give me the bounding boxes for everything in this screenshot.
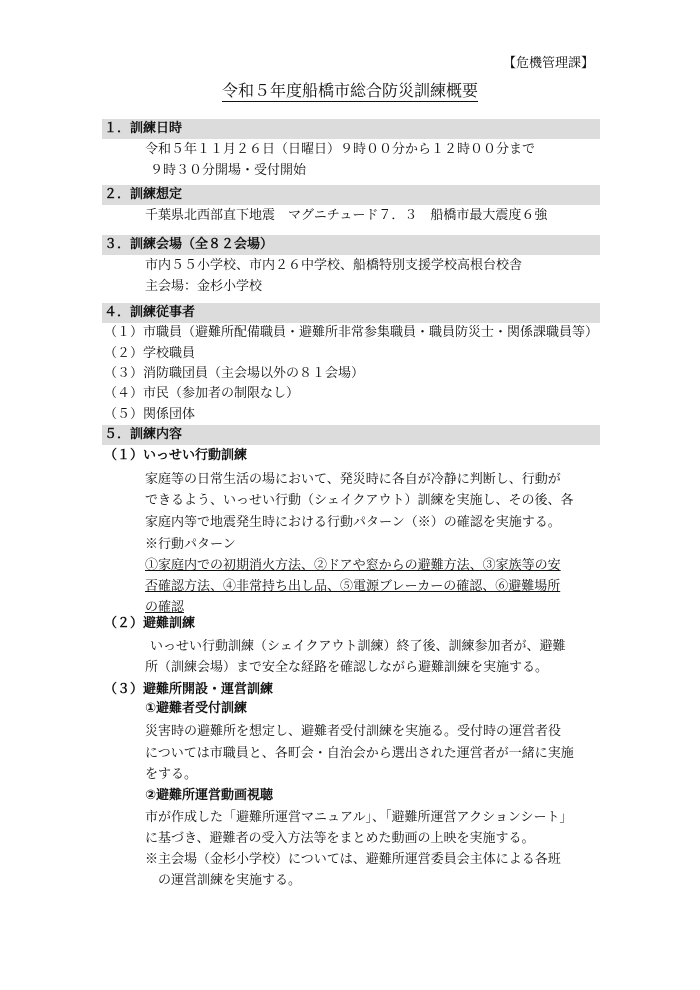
note-line: の運営訓練を実施する。 — [158, 873, 302, 888]
section-3-line: 市内５５小学校、市内２６中学校、船橋特別支援学校高根台校舎 — [145, 258, 523, 273]
section-2-heading: ２．訓練想定 — [102, 185, 600, 205]
section-1-line: ９時３０分開場・受付開始 — [150, 163, 307, 178]
pattern-line: ①家庭内での初期消火方法、②ドアや窓からの避難方法、③家族等の安 — [145, 558, 561, 573]
page-title — [0, 78, 700, 101]
section-3-line: 主会場：金杉小学校 — [145, 279, 263, 294]
personnel-item: （４）市民（参加者の制限なし） — [104, 386, 300, 401]
page-title-text: 令和５年度船橋市総合防災訓練概要 — [221, 81, 478, 100]
subsection-3b-line: に基づき、避難者の受入方法等をまとめた動画の上映を実施する。 — [145, 831, 535, 846]
subsection-2-line: いっせい行動訓練（シェイクアウト訓練）終了後、訓練参加者が、避難 — [150, 639, 566, 654]
subsection-3b-line: 市が作成した「避難所運営マニュアル」、「避難所運営アクションシート」 — [145, 810, 573, 825]
section-5-heading: ５．訓練内容 — [102, 425, 600, 445]
subsection-2-line: 所（訓練会場）まで安全な経路を確認しながら避難訓練を実施する。 — [145, 660, 549, 675]
subsection-3a-line: 災害時の避難所を想定し、避難者受付訓練を実施る。受付時の運営者役 — [145, 724, 562, 739]
section-3-heading: ３．訓練会場（全８２会場） — [102, 235, 600, 255]
pattern-label: ※行動パターン — [145, 537, 236, 552]
section-4-heading: ４．訓練従事者 — [102, 303, 600, 323]
section-1-line: 令和５年１１月２６日（日曜日）９時００分から１２時００分まで — [145, 142, 536, 157]
note-line: ※主会場（金杉小学校）については、避難所運営委員会主体による各班 — [145, 852, 561, 867]
personnel-item: （５）関係団体 — [104, 407, 196, 422]
subsection-2-heading: （２）避難訓練 — [104, 616, 196, 631]
department-label: 【危機管理課】 — [502, 56, 594, 71]
subsection-1-line: 家庭等の日常生活の場において、発災時に各自が冷静に判断し、行動が — [145, 472, 561, 487]
subsection-3a-line: については市職員と、各町会・自治会から選出された運営者が一緒に実施 — [145, 746, 574, 761]
subsection-1-line: できるよう、いっせい行動（シェイクアウト）訓練を実施し、その後、各 — [145, 493, 574, 508]
subsection-3a-line: をする。 — [145, 767, 198, 782]
subsection-3a-heading: ①避難者受付訓練 — [145, 701, 248, 716]
subsection-1-heading: （１）いっせい行動訓練 — [104, 448, 248, 463]
personnel-item: （１）市職員（避難所配備職員・避難所非常参集職員・職員防災士・関係課職員等） — [104, 325, 599, 340]
section-2-line: 千葉県北西部直下地震 マグニチュード７．３ 船橋市最大震度６強 — [145, 208, 548, 223]
subsection-1-line: 家庭内等で地震発生時における行動パターン（※）の確認を実施する。 — [145, 515, 561, 530]
pattern-line: の確認 — [145, 600, 185, 615]
subsection-3-heading: （３）避難所開設・運営訓練 — [104, 682, 274, 697]
subsection-3b-heading: ②避難所運営動画視聴 — [145, 788, 274, 803]
pattern-line: 否確認方法、④非常持ち出し品、⑤電源ブレーカーの確認、⑥避難場所 — [145, 579, 561, 594]
personnel-item: （２）学校職員 — [104, 346, 196, 361]
personnel-item: （３）消防職団員（主会場以外の８１会場） — [104, 366, 365, 381]
section-1-heading: １．訓練日時 — [102, 119, 600, 139]
